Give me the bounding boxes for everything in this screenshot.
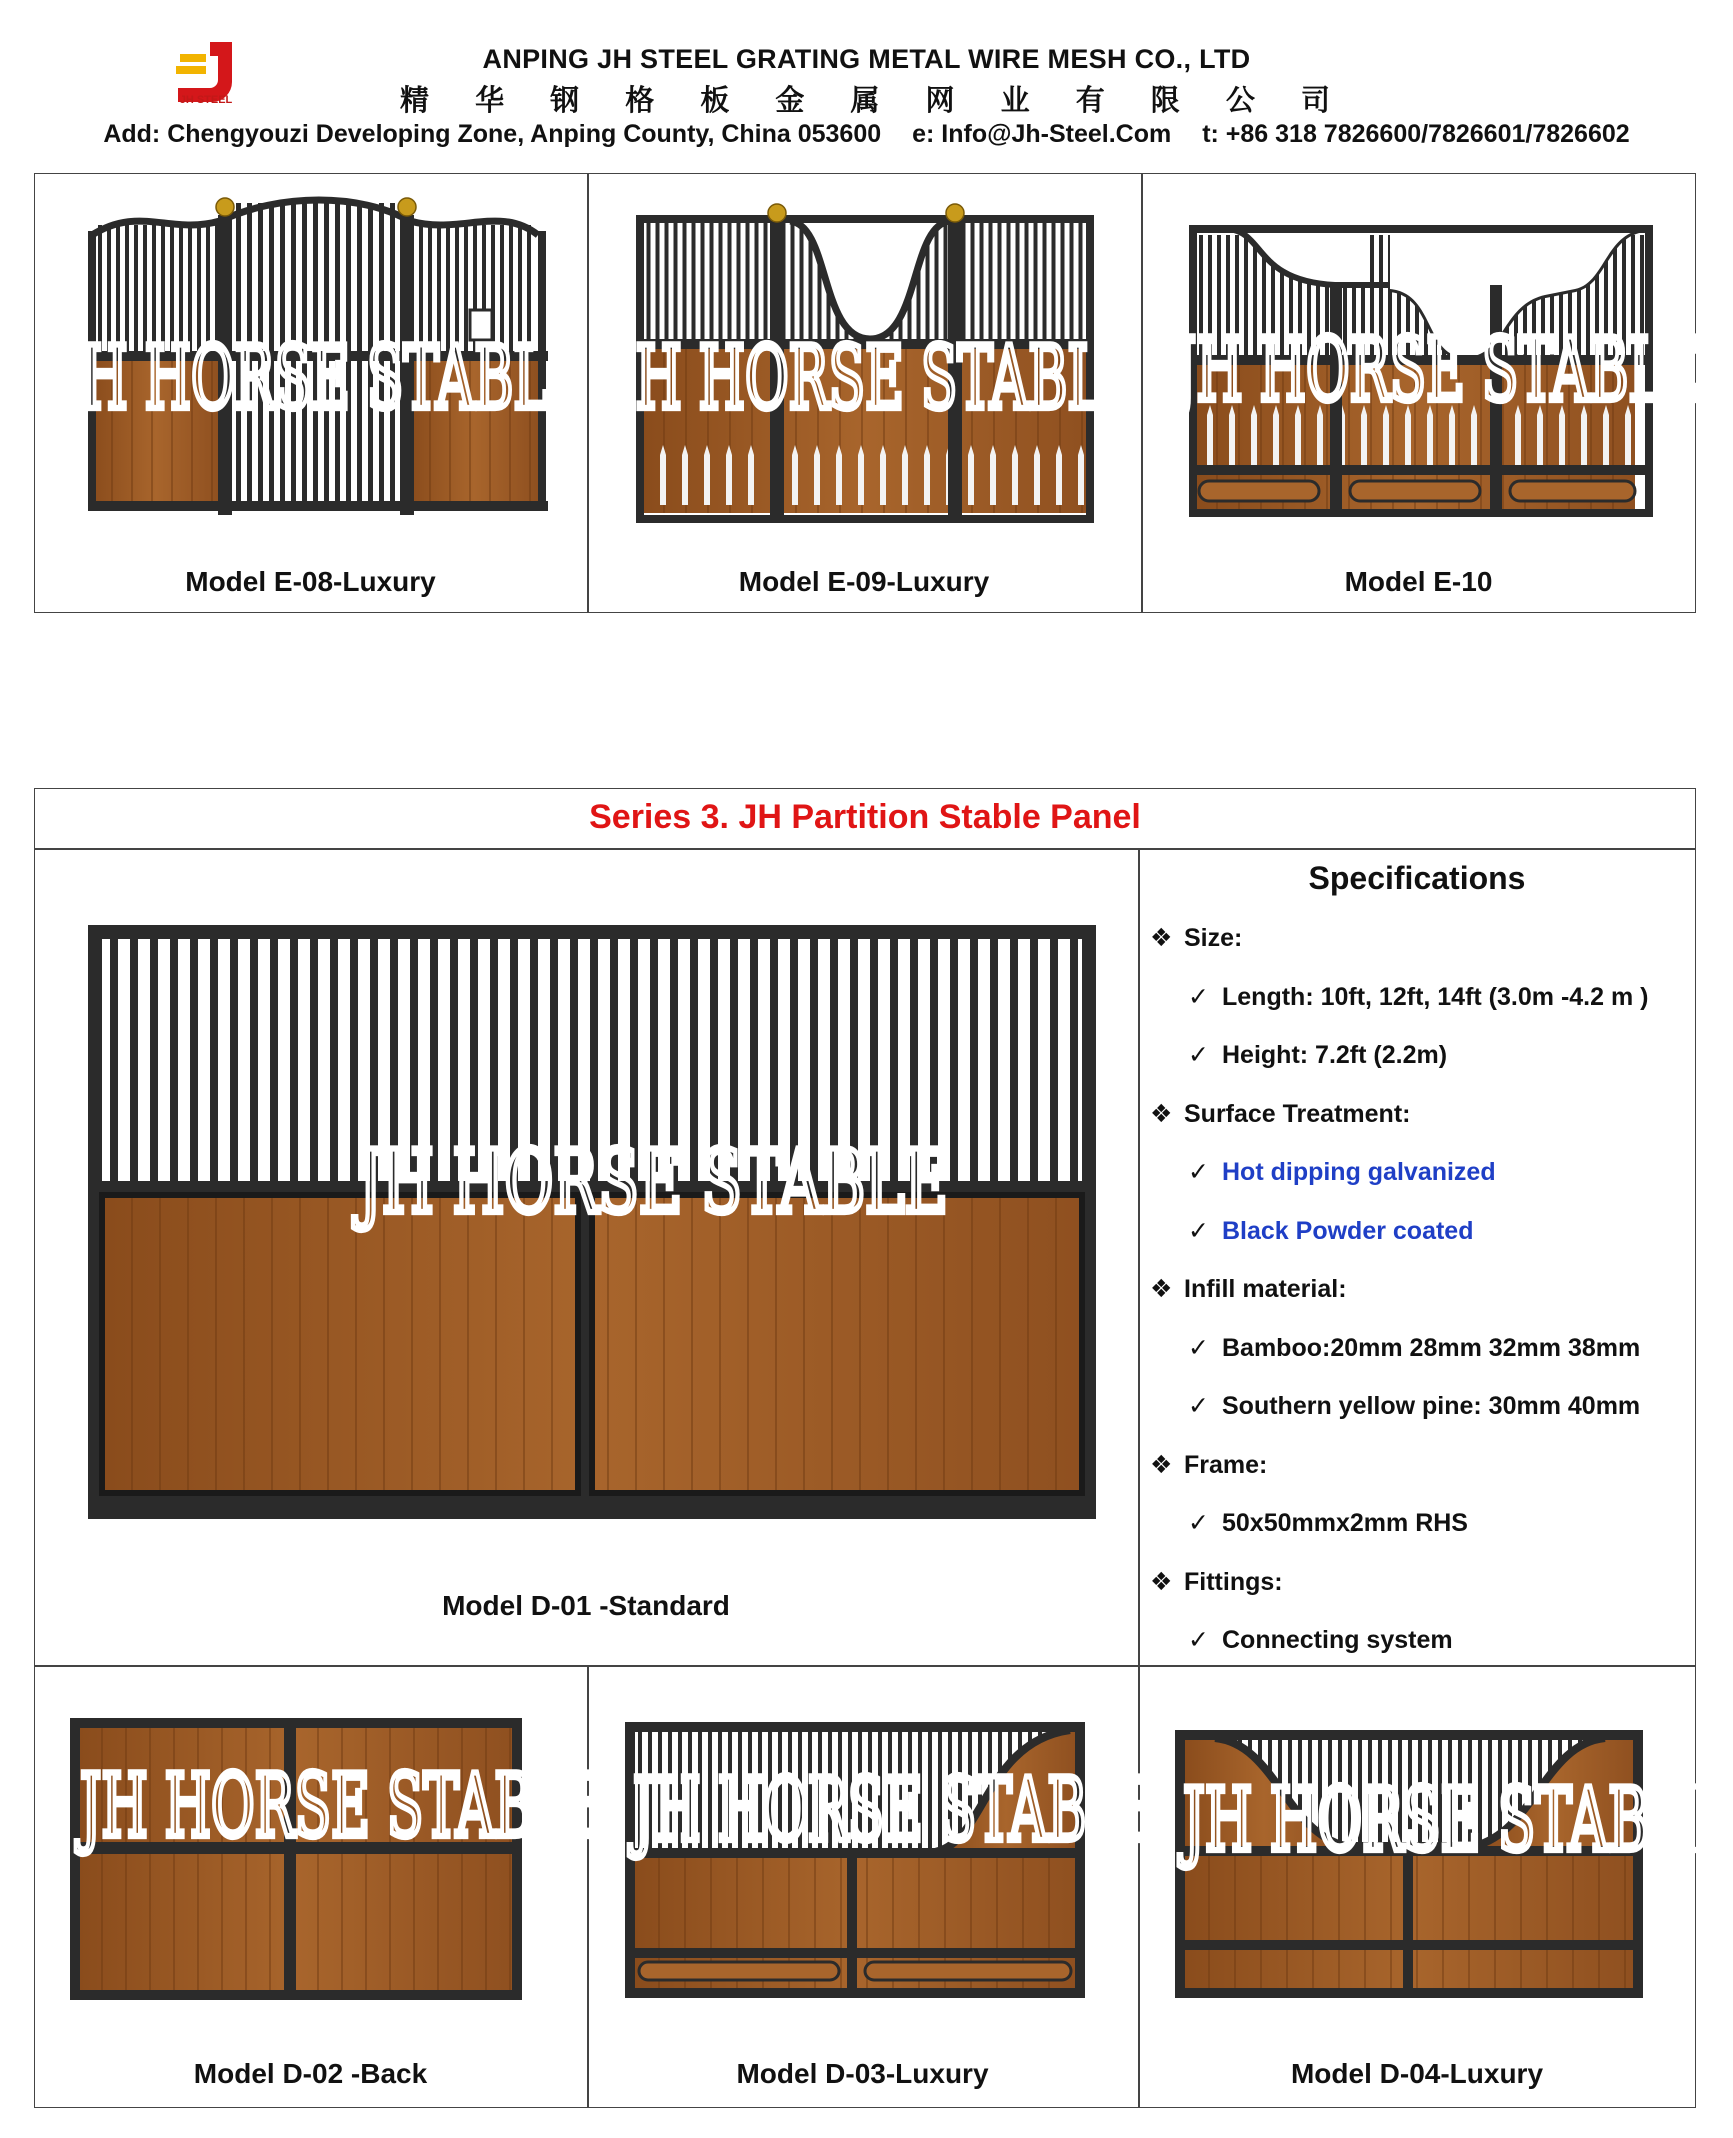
divider (34, 848, 1696, 850)
spec-text: Bamboo:20mm 28mm 32mm 38mm (1222, 1333, 1641, 1362)
vertical-bar (310, 937, 318, 1185)
caption-d02: Model D-02 -Back (193, 2058, 428, 2089)
watermark-text: JH HORSE STABLE (60, 328, 588, 430)
spike (682, 445, 688, 505)
stable-image-d03 (625, 1722, 1161, 1998)
vertical-bar (130, 937, 138, 1185)
cn-char: 司 (1300, 83, 1330, 117)
vertical-bar (656, 221, 660, 339)
vertical-bar (719, 221, 723, 339)
watermark-text: JH HORSE STABLE (1183, 1769, 1725, 1872)
caption-d04: Model D-04-Luxury (1290, 2058, 1544, 2089)
specifications-title: Specifications (1308, 860, 1526, 896)
vertical-bar (728, 221, 732, 339)
vertical-bar (110, 937, 118, 1185)
cn-char: 有 (1075, 83, 1105, 117)
spec-text: Infill material: (1184, 1275, 1347, 1303)
spec-item (1150, 968, 1648, 1027)
vertical-bar (692, 221, 696, 339)
vertical-bar (330, 937, 338, 1185)
vertical-bar (665, 221, 669, 339)
stable-image-d02 (70, 1718, 608, 2000)
vertical-bar (962, 221, 966, 339)
spec-text: Length: 10ft, 12ft, 14ft (3.0m -4.2 m ) (1222, 982, 1649, 1011)
vertical-bar (1052, 221, 1056, 339)
vertical-bar (1061, 221, 1065, 339)
vertical-bar (710, 221, 714, 339)
post-knob (216, 198, 234, 216)
spec-item (1150, 1611, 1648, 1670)
vertical-bar (746, 221, 750, 339)
vertical-bar (701, 221, 705, 339)
spike (704, 445, 710, 505)
vertical-bar (170, 937, 178, 1185)
vertical-bar (1007, 221, 1011, 339)
vent (639, 1962, 839, 1980)
vent (1510, 481, 1635, 501)
spike (1056, 445, 1062, 505)
spec-text: Surface Treatment: (1184, 1099, 1411, 1128)
vertical-bar (950, 937, 958, 1185)
vertical-bar (1043, 221, 1047, 339)
vertical-bar (998, 221, 1002, 339)
phone: t: +86 318 7826600/7826601/7826602 (1202, 120, 1630, 148)
spike (990, 445, 996, 505)
spec-text: Height: 7.2ft (2.2m) (1222, 1041, 1448, 1069)
vertical-bar (210, 937, 218, 1185)
check-icon: ✓ (1188, 1333, 1209, 1362)
cn-char: 业 (1000, 83, 1030, 117)
vertical-bar (935, 221, 939, 339)
diamond-bullet-icon: ❖ (1150, 1275, 1173, 1303)
spike (726, 445, 732, 505)
post-knob (768, 204, 786, 222)
vertical-bar (290, 937, 298, 1185)
cn-char: 板 (700, 83, 730, 117)
vertical-bar (1034, 221, 1038, 339)
spec-heading (1150, 909, 1648, 968)
caption-d01: Model D-01 -Standard (442, 1590, 730, 1621)
spike (902, 445, 908, 505)
caption-d03: Model D-03-Luxury (736, 2058, 989, 2089)
spec-text: Size: (1184, 924, 1243, 952)
spec-heading (1150, 1553, 1648, 1612)
check-icon: ✓ (1188, 1216, 1209, 1245)
vertical-bar (150, 937, 158, 1185)
vertical-bar (800, 221, 804, 339)
check-icon: ✓ (1188, 1626, 1209, 1654)
cn-char: 网 (925, 83, 955, 117)
vertical-bar (944, 221, 948, 339)
contact-line (0, 120, 1733, 149)
check-icon: ✓ (1188, 1392, 1209, 1420)
vertical-bar (647, 221, 651, 339)
logo-text: JH STEEL (179, 94, 233, 106)
vent (865, 1962, 1071, 1980)
vertical-bar (737, 221, 741, 339)
vertical-bar (190, 937, 198, 1185)
post (847, 1848, 857, 1998)
spec-item (1150, 1494, 1648, 1553)
spike (968, 445, 974, 505)
spike (858, 445, 864, 505)
cn-char: 华 (475, 83, 505, 117)
divider (1138, 848, 1140, 1665)
series-title: Series 3. JH Partition Stable Panel (589, 798, 1141, 836)
stable-image-d04 (1175, 1730, 1725, 1998)
vertical-bar (674, 221, 678, 339)
diamond-bullet-icon: ❖ (1150, 924, 1173, 952)
vertical-bar (230, 937, 238, 1185)
vent (1350, 481, 1480, 501)
check-icon: ✓ (1188, 1041, 1209, 1069)
specifications-list (1150, 909, 1648, 1670)
check-icon: ✓ (1188, 1158, 1209, 1186)
spec-text: Hot dipping galvanized (1222, 1158, 1496, 1186)
vertical-bar (1050, 937, 1058, 1185)
rail (88, 501, 548, 511)
spec-item (1150, 1143, 1648, 1202)
vertical-bar (764, 221, 768, 339)
stable-image-d01 (88, 925, 1096, 1519)
divider (1138, 1665, 1140, 2108)
watermark-text: JH HORSE STABLE (358, 1131, 948, 1234)
cn-char: 格 (625, 83, 655, 117)
company-name: ANPING JH STEEL GRATING METAL WIRE MESH CO., LTD (482, 44, 1251, 74)
spike (814, 445, 820, 505)
cn-char: 钢 (550, 83, 580, 117)
stable-image-e10 (1175, 225, 1703, 520)
vertical-bar (990, 937, 998, 1185)
vertical-bar (1025, 221, 1029, 339)
email[interactable]: e: Info@Jh-Steel.Com (912, 120, 1172, 148)
spec-heading (1150, 1085, 1648, 1144)
spec-text: Connecting system (1222, 1626, 1453, 1654)
post-knob (946, 204, 964, 222)
caption-e09: Model E-09-Luxury (738, 566, 990, 597)
spike (924, 445, 930, 505)
divider (587, 1665, 589, 2108)
vertical-bar (755, 221, 759, 339)
spec-text: Southern yellow pine: 30mm 40mm (1222, 1392, 1641, 1420)
spec-item (1150, 1026, 1648, 1085)
spike (880, 445, 886, 505)
vertical-bar (1070, 937, 1078, 1185)
cn-char: 属 (850, 83, 880, 117)
spike (1012, 445, 1018, 505)
cn-char: 公 (1225, 83, 1255, 117)
address: Add: Chengyouzi Developing Zone, Anping County, China 053600 (103, 120, 882, 148)
vent (1199, 481, 1319, 501)
watermark-text: JH HORSE STABLE (80, 1756, 608, 1858)
cn-char: 精 (400, 83, 430, 117)
watermark-text: JH HORSE STABLE (614, 328, 1142, 430)
spec-text: 50x50mmx2mm RHS (1222, 1509, 1468, 1537)
vertical-bar (683, 221, 687, 339)
vertical-bar (1010, 937, 1018, 1185)
company-name-cn (400, 78, 1330, 119)
cn-char: 金 (775, 83, 805, 117)
vertical-bar (1070, 221, 1074, 339)
spec-item (1150, 1319, 1648, 1378)
vertical-bar (989, 221, 993, 339)
vertical-bar (350, 937, 358, 1185)
spec-item (1150, 1202, 1648, 1261)
vertical-bar (1079, 221, 1083, 339)
spike (792, 445, 798, 505)
spike (836, 445, 842, 505)
spec-text: Fittings: (1184, 1567, 1283, 1596)
vertical-bar (971, 221, 975, 339)
vertical-bar (980, 221, 984, 339)
spec-item (1150, 1377, 1648, 1436)
watermark-text: JH HORSE STABLE (633, 1760, 1161, 1862)
rail (1189, 465, 1653, 475)
vertical-bar (791, 221, 795, 339)
spec-text: Frame: (1184, 1450, 1268, 1479)
vertical-bar (970, 937, 978, 1185)
caption-e08: Model E-08-Luxury (185, 566, 436, 597)
vertical-bar (270, 937, 278, 1185)
diamond-bullet-icon: ❖ (1150, 1450, 1173, 1479)
vertical-bar (250, 937, 258, 1185)
watermark-text: JH HORSE STABLE (1175, 320, 1703, 422)
spec-heading (1150, 1436, 1648, 1495)
spike (1078, 445, 1084, 505)
check-icon: ✓ (1188, 982, 1209, 1011)
check-icon: ✓ (1188, 1509, 1209, 1537)
stable-image-e09 (614, 205, 1142, 530)
diamond-bullet-icon: ❖ (1150, 1099, 1173, 1128)
spike (1034, 445, 1040, 505)
caption-e10: Model E-10 (1344, 566, 1493, 597)
post-knob (398, 198, 416, 216)
spike (748, 445, 754, 505)
diamond-bullet-icon: ❖ (1150, 1567, 1173, 1596)
vertical-bar (1030, 937, 1038, 1185)
vertical-bar (1016, 221, 1020, 339)
cn-char: 限 (1150, 83, 1180, 117)
stable-image-e08 (60, 195, 588, 530)
spike (660, 445, 666, 505)
spec-text: Black Powder coated (1222, 1216, 1474, 1245)
spec-heading (1150, 1260, 1648, 1319)
